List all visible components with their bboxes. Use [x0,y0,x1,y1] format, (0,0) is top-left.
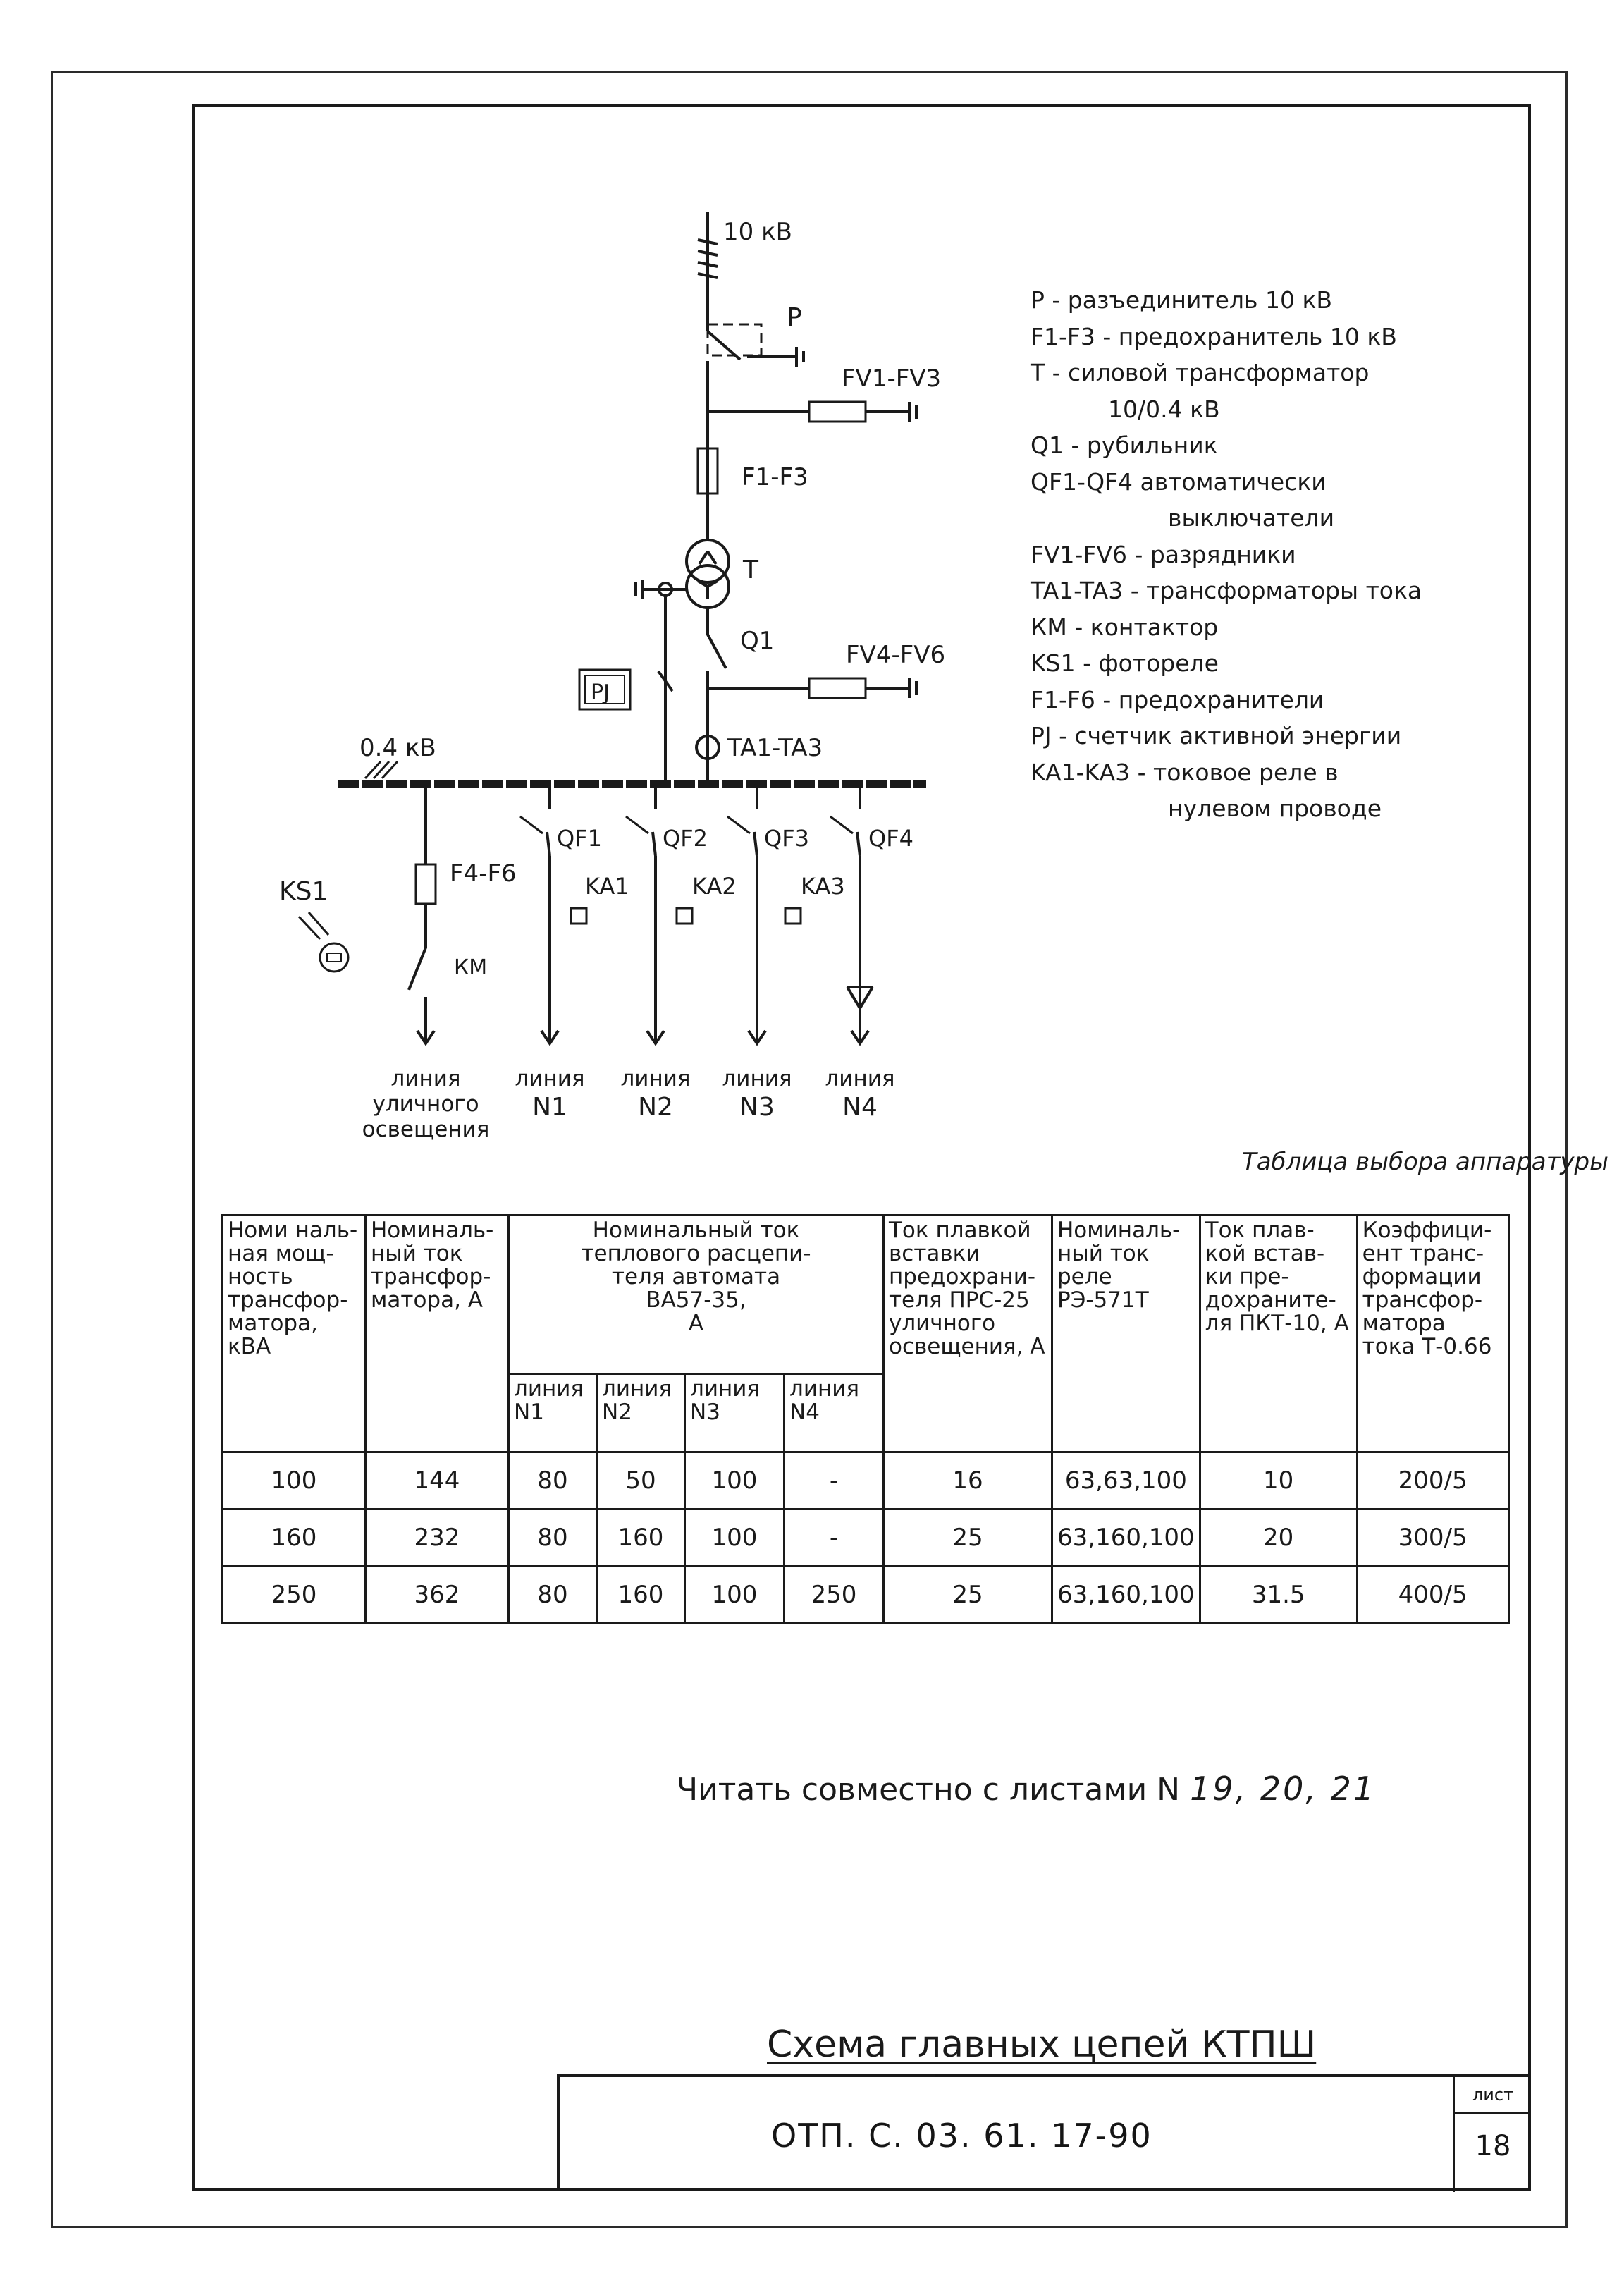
table-cell: 250 [785,1567,884,1624]
subheader-line-n1 [509,1374,597,1452]
arrester-fv4-fv6-label: FV4-FV6 [846,641,946,669]
feeder-n3 [727,784,801,1043]
table-cell: 100 [685,1510,785,1567]
current-transformers-ta [696,726,719,784]
street-line-label-1: линия [390,1066,461,1091]
fuse-f1-f3-label: F1-F3 [742,463,808,491]
table-cell: 400/5 [1357,1567,1508,1624]
hv-incoming-line [698,212,718,317]
table-cell: 63,160,100 [1052,1567,1200,1624]
line-n4-word: линия [825,1066,895,1091]
legend-item: PJ - счетчик активной энергии [1031,722,1402,749]
photo-relay-ks1 [299,912,348,972]
table-row [223,1510,1509,1567]
table-cell: 362 [366,1567,509,1624]
subheader-word: линия [602,1376,672,1402]
power-transformer-t [636,540,729,780]
table-cell: 80 [509,1510,597,1567]
table-cell: 16 [884,1452,1052,1510]
document-code: ОТП. С. 03. 61. 17-90 [771,2117,1152,2155]
subheader-number: N2 [602,1400,632,1425]
legend-item: 10/0.4 кВ [1108,395,1220,423]
table-row [223,1452,1509,1510]
street-line-label-3: освещения [362,1117,490,1142]
subheader-number: N3 [690,1400,720,1425]
table-cell: 300/5 [1357,1510,1508,1567]
table-cell: 232 [366,1510,509,1567]
street-lighting-feeder [409,784,436,1043]
table-cell: 31.5 [1200,1567,1357,1624]
line-n3-word: линия [722,1066,792,1091]
sheet-label: лист [1453,2077,1531,2114]
header-breaker-line: теплового расцепи- [581,1241,811,1266]
legend-item: КМ - контактор [1031,613,1219,641]
line-n2-number: N2 [638,1093,673,1122]
line-n1-word: линия [515,1066,585,1091]
title-block [557,2074,1531,2191]
table-cell: 50 [597,1452,685,1510]
breaker-qf1-label: QF1 [557,825,602,852]
header-breaker-line: А [688,1311,704,1336]
table-cell: - [785,1452,884,1510]
legend-item: нулевом проводе [1168,795,1382,822]
header-breaker-line: Номинальный ток [592,1218,800,1243]
subheader-line-n2 [597,1374,685,1452]
arrester-fv4-fv6 [708,678,916,698]
header-current: Номиналь-ный ток трансфор-матора, А [366,1216,509,1452]
legend-item: Q1 - рубильник [1031,431,1218,459]
disconnector-label: Р [787,303,802,332]
disconnector-p [708,317,804,431]
street-line-label-2: уличного [372,1091,479,1117]
table-cell: 160 [597,1510,685,1567]
table-cell: 80 [509,1452,597,1510]
line-n2-word: линия [620,1066,691,1091]
table-cell: 144 [366,1452,509,1510]
breaker-qf3-label: QF3 [764,825,809,852]
legend-item: выключатели [1168,504,1335,532]
lv-busbar [338,761,926,784]
line-n4-number: N4 [842,1093,878,1122]
transformer-label: T [743,556,758,584]
symbol-legend [1031,282,1510,827]
contactor-label: КМ [454,955,488,980]
equipment-selection-table [221,1214,1510,1624]
line-n1-number: N1 [532,1093,567,1122]
table-row [223,1567,1509,1624]
subheader-word: линия [690,1376,761,1402]
legend-item: Т - силовой трансформатор [1031,359,1370,386]
header-breaker [509,1216,884,1374]
photo-relay-label: KS1 [279,877,328,906]
table-header-row [223,1216,1509,1374]
subheader-line-n4 [785,1374,884,1452]
subheader-word: линия [789,1376,860,1402]
header-fuse-prs: Ток плавкой вставки предохрани-теля ПРС-25 уличного освещения, А [884,1216,1052,1452]
relay-ka3-label: KA3 [801,873,845,900]
header-ct-ratio: Коэффици-ент транс-формации трансфор-матора тока Т-0.66 [1357,1216,1508,1452]
legend-item: F1-F6 - предохранители [1031,685,1324,714]
legend-item: QF1-QF4 автоматически [1031,467,1327,496]
sheet-title: Схема главных цепей КТПШ [767,2023,1317,2066]
table-cell: 100 [685,1452,785,1510]
table-cell: - [785,1510,884,1567]
legend-item: KS1 - фотореле [1031,649,1219,677]
switch-q1 [708,608,726,726]
header-fuse-pkt: Ток плав-кой встав-ки пре-дохраните-ля ПКТ-10, А [1200,1216,1357,1452]
table-cell: 100 [223,1452,366,1510]
table-cell: 20 [1200,1510,1357,1567]
legend-item: TA1-TA3 - трансформаторы тока [1031,577,1422,604]
fuse-f1-f3 [698,431,718,541]
relay-ka1-label: KA1 [585,873,629,900]
table-cell: 25 [884,1510,1052,1567]
sheet-number: 18 [1453,2114,1531,2192]
line-n3-number: N3 [739,1093,775,1122]
arrester-fv1-fv3-label: FV1-FV3 [842,365,942,393]
table-caption: Таблица выбора аппаратуры [1242,1148,1608,1176]
note-text: Читать совместно с листами N [677,1772,1181,1808]
table-cell: 250 [223,1567,366,1624]
legend-item: F1-F3 - предохранитель 10 кВ [1031,322,1397,350]
relay-ka2-label: KA2 [692,873,737,900]
note-sheets: 19, 20, 21 [1190,1770,1377,1808]
header-breaker-line: теля автомата [611,1264,781,1290]
lv-voltage-label: 0.4 кВ [359,734,436,762]
breaker-qf4-label: QF4 [868,825,914,852]
table-cell: 100 [685,1567,785,1624]
arrester-fv1-fv3 [708,402,916,422]
subheader-number: N1 [514,1400,544,1425]
table-cell: 25 [884,1567,1052,1624]
table-cell: 160 [223,1510,366,1567]
feeder-n4 [830,784,873,1043]
legend-item: FV1-FV6 - разрядники [1031,540,1296,568]
table-cell: 63,63,100 [1052,1452,1200,1510]
energy-meter-label: PJ [591,680,610,705]
cross-reference-note [677,1770,1376,1808]
subheader-number: N4 [789,1400,820,1425]
header-power: Номи наль-ная мощ-ность трансфор-матора, кВА [223,1216,366,1452]
table-cell: 160 [597,1567,685,1624]
switch-q1-label: Q1 [740,627,775,655]
current-transformer-label: TA1-TA3 [727,734,823,762]
feeder-n2 [626,784,692,1043]
table-cell: 63,160,100 [1052,1510,1200,1567]
table-cell: 200/5 [1357,1452,1508,1510]
subheader-word: линия [514,1376,584,1402]
fuse-f4-f6-label: F4-F6 [450,859,517,888]
header-breaker-line: ВА57-35, [646,1287,746,1313]
hv-voltage-label: 10 кВ [723,218,792,246]
feeder-n1 [520,784,586,1043]
breaker-qf2-label: QF2 [663,825,708,852]
legend-item: KA1-KA3 - токовое реле в [1031,758,1339,786]
subheader-line-n3 [685,1374,785,1452]
table-cell: 80 [509,1567,597,1624]
legend-item: Р - разъединитель 10 кВ [1031,286,1333,314]
table-cell: 10 [1200,1452,1357,1510]
header-relay: Номиналь-ный ток реле РЭ-571Т [1052,1216,1200,1452]
